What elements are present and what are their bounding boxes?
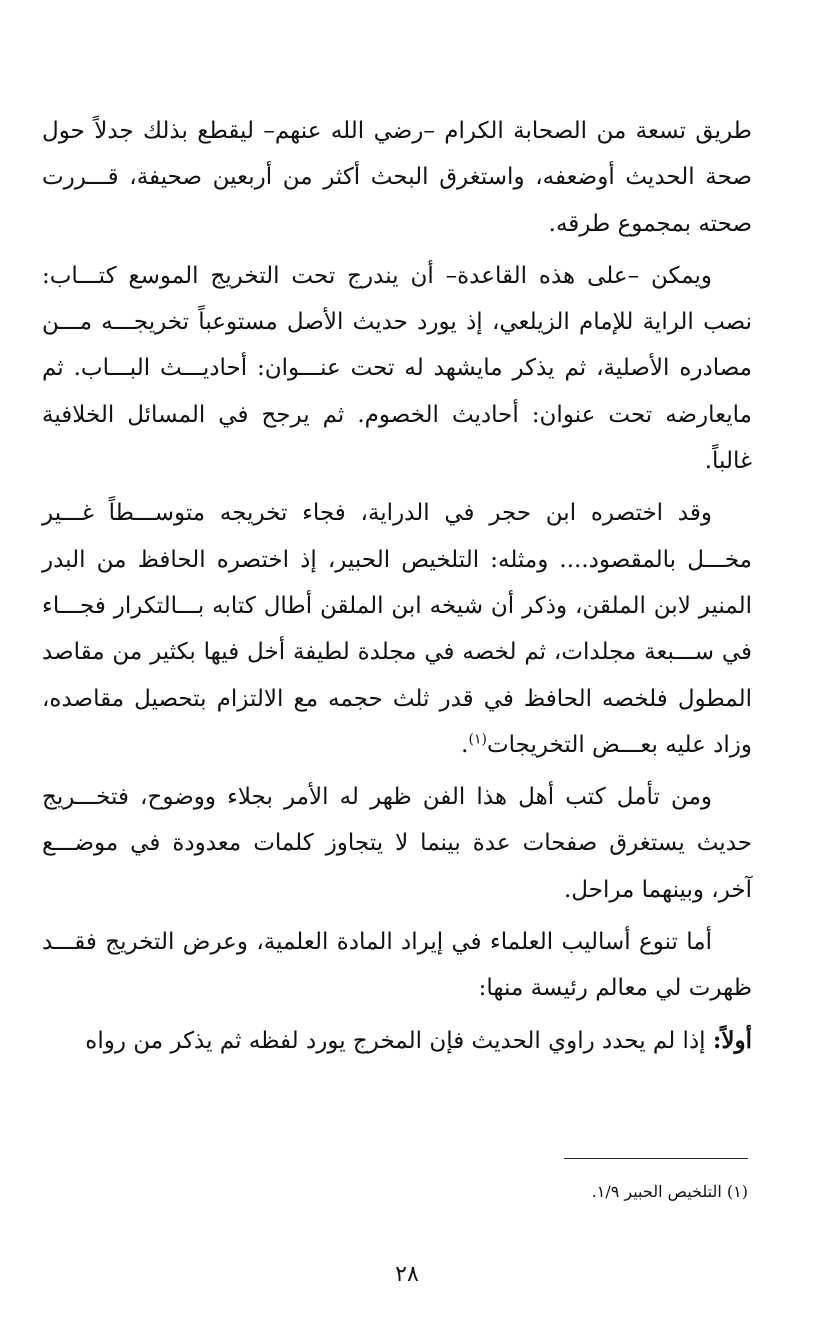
footnote-divider [564, 1158, 748, 1159]
main-text [42, 108, 752, 1070]
paragraph-3-text: وقد اختصره ابن حجر في الدراية، فجاء تخريجه متوســـطاً غـــير مخـــل بالمقصود.... ومثله: التلخيص الحبير، إذ اختصره الحافظ من البدر المنير لابن الملقن، وذكر أن شيخه ابن الملقن أطال كتابه بـــالتكرار فجـــاء في ســـبعة مجلدات، ثم لخصه في مجلدة لطيفة أخل فيها بكثير من مقاصد المطول فلخصه الحافظ في قدر ثلث حجمه مع الالتزام بتحصيل مقاصده، وزاد عليه بعـــض التخريجات [42, 500, 752, 758]
paragraph-6-text: إذا لم يحدد راوي الحديث فإن المخرج يورد لفظه ثم يذكر من رواه [85, 1027, 706, 1054]
paragraph-2: ويمكن –على هذه القاعدة– أن يندرج تحت التخريج الموسع كتـــاب: نصب الراية للإمام الزيلعي، إذ يورد حديث الأصل مستوعباً تخريجـــه مـــن مصادره الأصلية، ثم يذكر مايشهد له تحت عنـــوان: أحاديـــث البـــاب. ثم مايعارضه تحت عنوان: أحاديث الخصوم. ثم يرجح في المسائل الخلافية غالباً. [42, 262, 752, 475]
paragraph-3 [42, 490, 752, 768]
paragraph-5: أما تنوع أساليب العلماء في إيراد المادة العلمية، وعرض التخريج فقـــد ظهرت لي معالم رئيسة منها: [42, 929, 752, 1002]
paragraph-4: ومن تأمل كتب أهل هذا الفن ظهر له الأمر بجلاء ووضوح، فتخـــريج حديث يستغرق صفحات عدة بينما لا يتجاوز كلمات معدودة في موضـــع آخر، وبينهما مراحل. [42, 784, 752, 903]
footnote-marker[interactable]: (١) [468, 731, 487, 748]
paragraph-3-suffix: . [461, 731, 469, 758]
first-point-label: أولاً: [712, 1026, 752, 1054]
footnote: (١) التلخيص الحبير ١/٩. [591, 1182, 748, 1201]
page-number: ٢٨ [395, 1262, 419, 1287]
paragraph-6 [42, 1018, 752, 1064]
paragraph-1: طريق تسعة من الصحابة الكرام –رضي الله عنهم– ليقطع بذلك جدلاً حول صحة الحديث أوضعفه، واستغرق البحث أكثر من أربعين صحيفة، قـــررت صحته بمجموع طرقه. [42, 118, 752, 237]
